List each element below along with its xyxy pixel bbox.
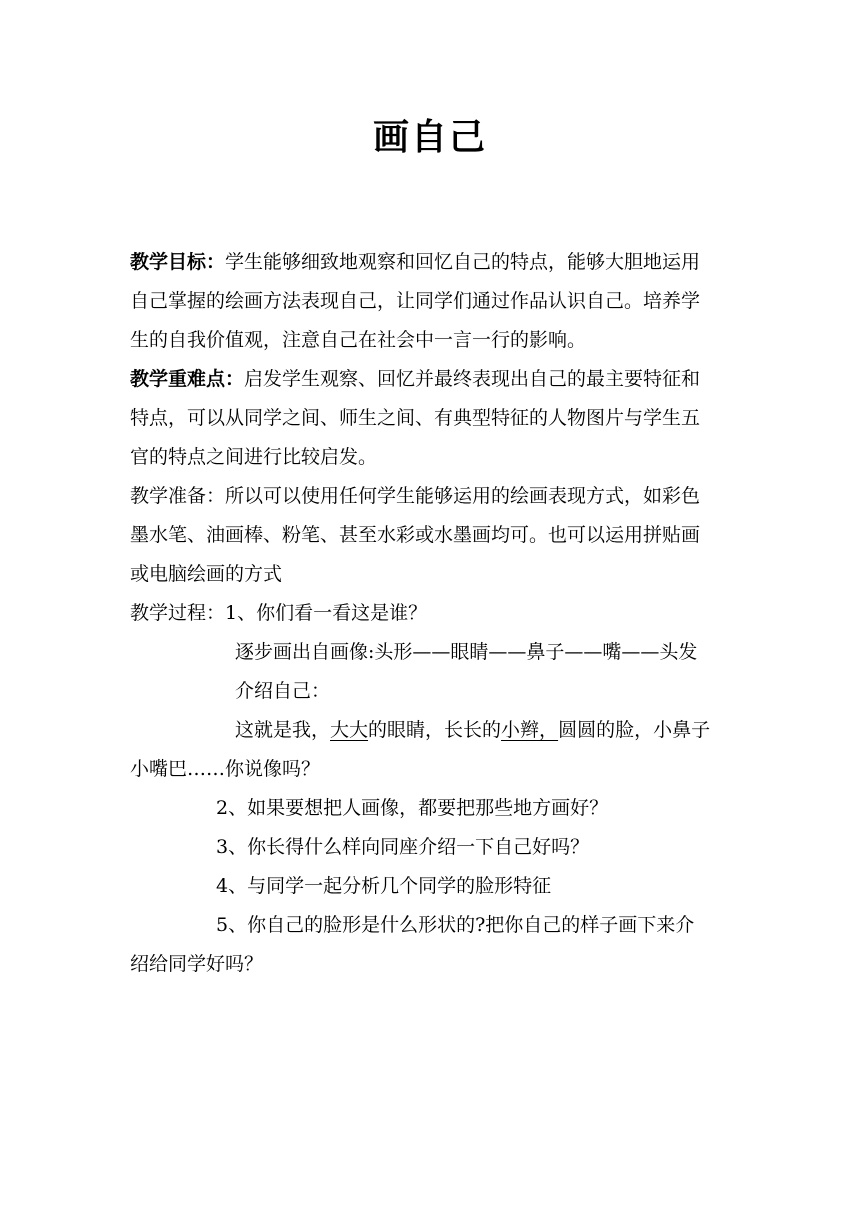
process-question-3: 3、你长得什么样向同座介绍一下自己好吗？ [216,836,590,858]
process-question-4: 4、与同学一起分析几个同学的脸形特征 [216,875,552,897]
page-title: 画自己 [372,117,487,158]
desc-text-b: 的眼睛，长长的 [368,719,502,741]
process-question-2: 2、如果要想把人画像，都要把那些地方画好？ [216,797,609,819]
focus-line-2: 特点，可以从同学之间、师生之间、有典型特征的人物图片与学生五 [130,407,701,429]
prep-line-1: 教学准备：所以可以使用任何学生能够运用的绘画表现方式，如彩色 [130,485,701,507]
document-body [130,243,730,984]
goal-text-1: 学生能够细致地观察和回忆自己的特点，能够大胆地运用 [225,251,701,273]
goal-label: 教学目标： [130,251,226,273]
process-intro: 介绍自己： [235,680,331,702]
goal-line-2: 自己掌握的绘画方法表现自己，让同学们通过作品认识自己。培养学 [130,290,701,312]
focus-line-3: 官的特点之间进行比较启发。 [130,446,378,468]
process-question-5-line-1: 5、你自己的脸形是什么形状的?把你自己的样子画下来介 [216,914,695,936]
prep-line-3: 或电脑绘画的方式 [130,563,283,585]
goal-line-1 [130,243,730,282]
process-desc-line-1 [130,711,730,750]
process-line-1: 教学过程：1、你们看一看这是谁？ [130,602,428,624]
focus-line-1 [130,360,730,399]
desc-text-a: 这就是我， [235,719,331,741]
process-question-5-line-2: 绍给同学好吗？ [130,953,264,975]
desc-underline-1: 大大 [330,719,369,741]
focus-text-1: 启发学生观察、回忆并最终表现出自己的最主要特征和 [244,368,701,390]
prep-line-2: 墨水笔、油画棒、粉笔、甚至水彩或水墨画均可。也可以运用拼贴画 [130,524,701,546]
process-step-draw: 逐步画出自画像:头形——眼睛——鼻子——嘴——头发 [235,641,698,663]
process-desc-line-2: 小嘴巴……你说像吗？ [130,758,321,780]
focus-label: 教学重难点： [130,368,245,390]
goal-line-3: 生的自我价值观，注意自己在社会中一言一行的影响。 [130,329,587,351]
desc-underline-2: 小辫， [501,719,559,741]
desc-text-c: 圆圆的脸，小鼻子 [558,719,711,741]
